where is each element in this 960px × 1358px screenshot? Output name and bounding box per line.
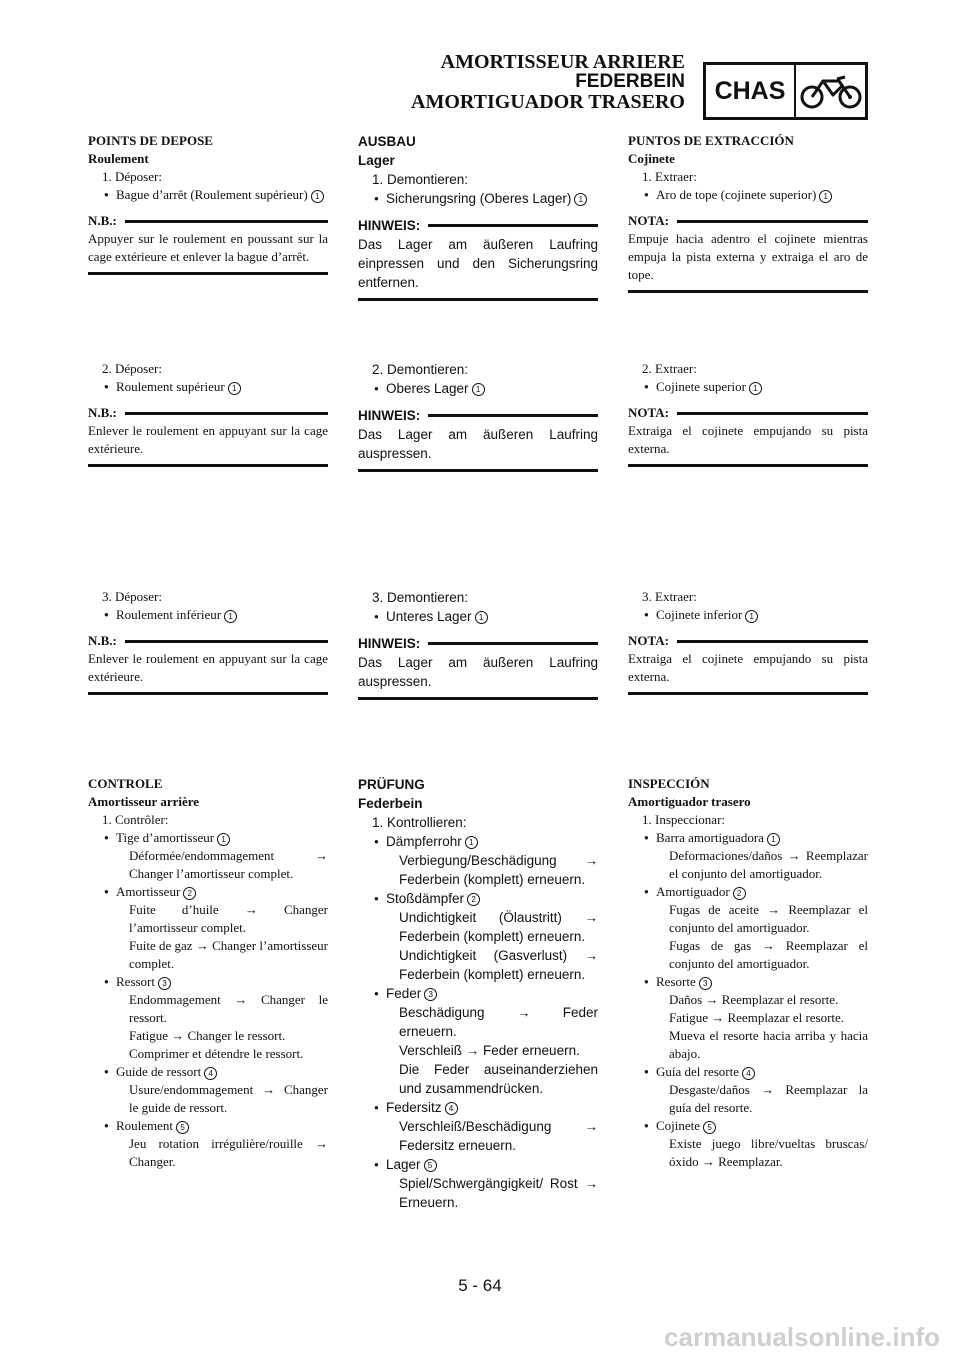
check-detail: Fuite de gaz → Changer l’amortisseur complet.: [129, 938, 328, 971]
callout-number: 1: [472, 383, 485, 396]
check-detail: Undichtigkeit (Ölaustritt) → Federbein (komplett) erneuern.: [399, 910, 598, 944]
step-item: 3. Demontieren:: [372, 590, 469, 605]
step-item: 3. Extraer:: [642, 589, 697, 604]
callout-number: 3: [424, 988, 437, 1001]
subsection-heading: Amortisseur arrière: [88, 794, 200, 809]
section-heading: POINTS DE DEPOSE: [88, 133, 213, 148]
note-box: [358, 406, 598, 472]
check-detail: Fatigue → Reemplazar el resorte.: [669, 1010, 845, 1025]
note-box: [628, 632, 868, 695]
note-text: Enlever le roulement en appuyant sur la cage extérieure.: [88, 422, 328, 467]
section-inspection: [628, 775, 868, 1171]
step-item: 1. Extraer:: [642, 169, 697, 184]
callout-number: 3: [699, 977, 712, 990]
check-detail: Usure/endommagement → Changer le guide de ressort.: [129, 1082, 328, 1115]
note-text: Das Lager am äußeren Laufring einpressen und den Sicherungsring entfernen.: [358, 235, 598, 301]
bullet-text: Sicherungsring (Oberes Lager): [386, 191, 572, 206]
section-s3: [358, 588, 598, 700]
subsection-heading: Lager: [358, 153, 395, 168]
check-detail: Daños → Reemplazar el resorte.: [669, 992, 839, 1007]
section-s3: [88, 588, 328, 695]
callout-number: 2: [467, 893, 480, 906]
note-text: Appuyer sur le roulement en poussant sur la cage extérieure et enlever la bague d’arrêt.: [88, 230, 328, 275]
section-s3: [628, 588, 868, 695]
section-badge: [703, 62, 868, 120]
section-s1: [628, 132, 868, 293]
bullet-item: [358, 607, 598, 626]
note-rule: [125, 640, 328, 643]
subsection-heading: Federbein: [358, 796, 423, 811]
section-inspection: [88, 775, 328, 1171]
note-label-text: NOTA:: [628, 405, 669, 420]
callout-number: 1: [574, 193, 587, 206]
check-detail: Verschleiß → Feder erneuern.: [399, 1043, 580, 1058]
note-box: [88, 404, 328, 467]
section-inspection: [358, 775, 598, 1212]
check-detail: Déformée/endommagement → Changer l’amortisseur complet.: [129, 848, 328, 881]
note-rule: [428, 224, 598, 227]
bullet-item: [358, 832, 598, 851]
callout-number: 4: [742, 1067, 755, 1080]
note-label-text: N.B.:: [88, 405, 117, 420]
note-label-text: NOTA:: [628, 633, 669, 648]
callout-number: 1: [465, 836, 478, 849]
bullet-item: [358, 189, 598, 208]
check-detail: Jeu rotation irrégulière/rouille → Changer.: [129, 1136, 328, 1169]
bullet-item: [628, 606, 868, 624]
note-rule: [125, 220, 328, 223]
bullet-text: Roulement inférieur: [116, 607, 222, 622]
note-label: [358, 406, 598, 425]
note-box: [88, 632, 328, 695]
note-rule: [677, 220, 868, 223]
callout-number: 1: [311, 190, 324, 203]
bullet-item: [358, 1098, 598, 1117]
note-label-text: N.B.:: [88, 213, 117, 228]
bullet-item: [88, 378, 328, 396]
callout-number: 5: [424, 1159, 437, 1172]
note-label-text: HINWEIS:: [358, 636, 421, 651]
note-rule: [677, 640, 868, 643]
bullet-item: [628, 1117, 868, 1135]
bullet-text: Stoßdämpfer: [386, 891, 465, 906]
section-s2: [358, 360, 598, 472]
bullet-text: Guide de ressort: [116, 1064, 202, 1079]
section-heading: PRÜFUNG: [358, 777, 425, 792]
bullet-text: Roulement supérieur: [116, 379, 225, 394]
title-fr: AMORTISSEUR ARRIERE: [440, 51, 685, 73]
bullet-item: [628, 378, 868, 396]
check-detail: Spiel/Schwergängigkeit/ Rost → Erneuern.: [399, 1176, 598, 1210]
bullet-text: Aro de tope (cojinete superior): [656, 187, 817, 202]
callout-number: 2: [183, 887, 196, 900]
check-detail: Die Feder auseinanderziehen und zusammendrücken.: [399, 1062, 598, 1096]
check-detail: Desgaste/daños → Reemplazar la guía del resorte.: [669, 1082, 868, 1115]
bullet-text: Amortisseur: [116, 884, 181, 899]
page-header: [411, 52, 685, 112]
section-heading: PUNTOS DE EXTRACCIÓN: [628, 133, 794, 148]
bullet-item: [628, 973, 868, 991]
bullet-item: [88, 973, 328, 991]
bullet-text: Federsitz: [386, 1100, 442, 1115]
bullet-text: Unteres Lager: [386, 609, 472, 624]
note-box: [88, 212, 328, 275]
bullet-item: [358, 984, 598, 1003]
step-item: 1. Déposer:: [102, 169, 162, 184]
note-rule: [125, 412, 328, 415]
bullet-item: [358, 889, 598, 908]
page-number: 5 - 64: [458, 1276, 502, 1295]
bullet-text: Cojinete superior: [656, 379, 746, 394]
bullet-item: [628, 186, 868, 204]
bullet-item: [88, 606, 328, 624]
section-s1: [358, 132, 598, 301]
bullet-text: Lager: [386, 1157, 421, 1172]
check-detail: Beschädigung → Feder erneuern.: [399, 1005, 598, 1039]
bullet-text: Guía del resorte: [656, 1064, 740, 1079]
bullet-item: [88, 1063, 328, 1081]
bullet-text: Oberes Lager: [386, 381, 469, 396]
check-detail: Undichtigkeit (Gasverlust) → Federbein (komplett) erneuern.: [399, 948, 598, 982]
subsection-heading: Amortiguador trasero: [628, 794, 751, 809]
callout-number: 5: [703, 1121, 716, 1134]
check-detail: Fuite d’huile → Changer l’amortisseur complet.: [129, 902, 328, 935]
note-box: [358, 216, 598, 301]
subsection-heading: Cojinete: [628, 151, 675, 166]
note-label-text: HINWEIS:: [358, 408, 421, 423]
subsection-heading: Roulement: [88, 151, 149, 166]
step-item: 1. Kontrollieren:: [372, 815, 467, 830]
note-text: Extraiga el cojinete empujando su pista externa.: [628, 650, 868, 695]
callout-number: 1: [217, 833, 230, 846]
callout-number: 3: [158, 977, 171, 990]
check-detail: Comprimer et détendre le ressort.: [129, 1046, 304, 1061]
bullet-item: [358, 379, 598, 398]
note-box: [628, 404, 868, 467]
callout-number: 1: [224, 610, 237, 623]
bullet-item: [628, 1063, 868, 1081]
step-item: 2. Extraer:: [642, 361, 697, 376]
callout-number: 4: [204, 1067, 217, 1080]
step-item: 3. Déposer:: [102, 589, 162, 604]
check-detail: Existe juego libre/vueltas bruscas/óxido → Reemplazar.: [669, 1136, 868, 1169]
check-detail: Deformaciones/daños → Reemplazar el conjunto del amortiguador.: [669, 848, 868, 881]
bullet-item: [88, 883, 328, 901]
step-item: 2. Déposer:: [102, 361, 162, 376]
callout-number: 1: [228, 382, 241, 395]
note-label: [358, 634, 598, 653]
check-detail: Fugas de aceite → Reemplazar el conjunto del amortiguador.: [669, 902, 868, 935]
bullet-item: [358, 1155, 598, 1174]
note-label-text: N.B.:: [88, 633, 117, 648]
check-detail: Fatigue → Changer le ressort.: [129, 1028, 286, 1043]
step-item: 1. Inspeccionar:: [642, 812, 726, 827]
note-rule: [428, 642, 598, 645]
bullet-item: [88, 1117, 328, 1135]
motorcycle-icon: [796, 65, 865, 117]
bullet-text: Amortiguador: [656, 884, 730, 899]
watermark: carmanualsonline.info: [664, 1322, 940, 1352]
section-heading: AUSBAU: [358, 134, 416, 149]
bullet-text: Tige d’amortisseur: [116, 830, 215, 845]
callout-number: 1: [745, 610, 758, 623]
check-detail: Fugas de gas → Reemplazar el conjunto del amortiguador.: [669, 938, 868, 971]
bullet-text: Dämpferrohr: [386, 834, 462, 849]
note-label: [88, 404, 328, 422]
title-de: FEDERBEIN: [575, 71, 685, 92]
note-text: Enlever le roulement en appuyant sur la cage extérieure.: [88, 650, 328, 695]
bullet-item: [628, 883, 868, 901]
note-label-text: HINWEIS:: [358, 218, 421, 233]
note-box: [628, 212, 868, 293]
bullet-text: Resorte: [656, 974, 696, 989]
callout-number: 1: [819, 190, 832, 203]
note-label-text: NOTA:: [628, 213, 669, 228]
note-text: Das Lager am äußeren Laufring auspressen.: [358, 425, 598, 472]
callout-number: 5: [176, 1121, 189, 1134]
callout-number: 1: [475, 611, 488, 624]
section-s1: [88, 132, 328, 275]
note-rule: [677, 412, 868, 415]
check-detail: Mueva el resorte hacia arriba y hacia abajo.: [669, 1028, 868, 1061]
badge-label: CHAS: [706, 65, 796, 117]
step-item: 1. Demontieren:: [372, 172, 469, 187]
section-s2: [88, 360, 328, 467]
note-label: [88, 212, 328, 230]
note-label: [628, 404, 868, 422]
section-heading: CONTROLE: [88, 776, 163, 791]
callout-number: 1: [749, 382, 762, 395]
bullet-item: [628, 829, 868, 847]
note-label: [88, 632, 328, 650]
check-detail: Endommagement → Changer le ressort.: [129, 992, 328, 1025]
bullet-text: Feder: [386, 986, 422, 1001]
bullet-text: Cojinete inferior: [656, 607, 743, 622]
note-text: Empuje hacia adentro el cojinete mientras empuja la pista externa y extraiga el aro de tope.: [628, 230, 868, 293]
callout-number: 1: [767, 833, 780, 846]
bullet-text: Bague d’arrêt (Roulement supérieur): [116, 187, 308, 202]
bullet-item: [88, 186, 328, 204]
bullet-item: [88, 829, 328, 847]
callout-number: 4: [445, 1102, 458, 1115]
note-rule: [428, 414, 598, 417]
callout-number: 2: [733, 887, 746, 900]
note-label: [628, 632, 868, 650]
section-s2: [628, 360, 868, 467]
note-text: Das Lager am äußeren Laufring auspressen.: [358, 653, 598, 700]
step-item: 1. Contrôler:: [102, 812, 169, 827]
note-label: [628, 212, 868, 230]
bullet-text: Roulement: [116, 1118, 174, 1133]
bullet-text: Barra amortiguadora: [656, 830, 764, 845]
check-detail: Verbiegung/Beschädigung → Federbein (komplett) erneuern.: [399, 853, 598, 887]
title-es: AMORTIGUADOR TRASERO: [411, 91, 685, 113]
step-item: 2. Demontieren:: [372, 362, 469, 377]
bullet-text: Cojinete: [656, 1118, 701, 1133]
note-text: Extraiga el cojinete empujando su pista externa.: [628, 422, 868, 467]
check-detail: Verschleiß/Beschädigung → Federsitz erneuern.: [399, 1119, 598, 1153]
section-heading: INSPECCIÓN: [628, 776, 710, 791]
note-label: [358, 216, 598, 235]
note-box: [358, 634, 598, 700]
bullet-text: Ressort: [116, 974, 155, 989]
